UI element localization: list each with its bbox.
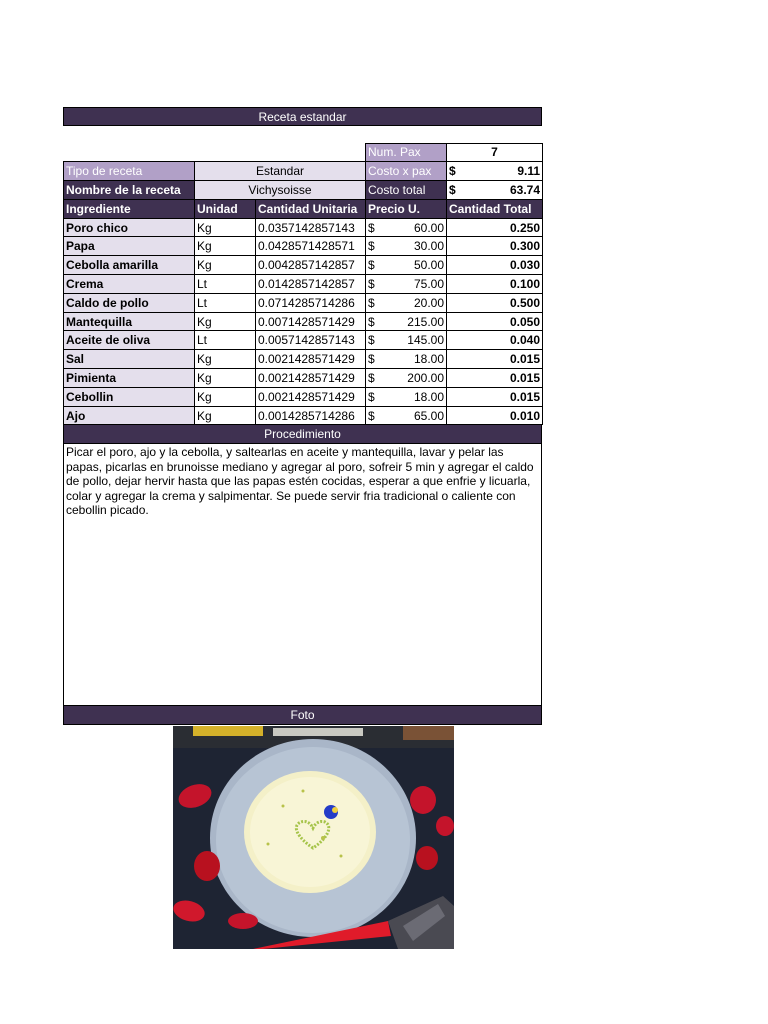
currency-sign: $ — [368, 239, 375, 254]
ingredient-name: Caldo de pollo — [64, 293, 195, 312]
ingredient-row — [64, 293, 543, 312]
pax-value: 7 — [447, 143, 543, 162]
ingredient-price-cell — [366, 237, 447, 256]
ingredient-price: 60.00 — [413, 220, 444, 235]
ingredient-price: 18.00 — [413, 352, 444, 367]
ingredient-price-cell — [366, 331, 447, 350]
col-ingrediente: Ingrediente — [64, 199, 195, 218]
procedure-text: Picar el poro, ajo y la cebolla, y saltearlas en aceite y mantequilla, lavar y pelar las papas, picarlas en brunoisse mediano y agregar al poro, sofreir 5 min y agregar el caldo de pollo, dejar hervir hasta que las papas estén cocidas, esperar a que enfrie y licuarla, colar y agregar la crema y salpimentar. Se puede servir fria tradicional o caliente con cebollin picado. — [63, 444, 542, 706]
ingredient-price: 20.00 — [413, 295, 444, 310]
ingredient-unit: Lt — [195, 293, 256, 312]
costo-total-label: Costo total — [366, 181, 447, 200]
currency-sign: $ — [368, 258, 375, 273]
ingredient-price: 75.00 — [413, 276, 444, 291]
ingredient-qty-total: 0.500 — [447, 293, 543, 312]
ingredient-row — [64, 256, 543, 275]
ingredient-price: 145.00 — [407, 333, 444, 348]
ingredient-unit: Kg — [195, 218, 256, 237]
ingredient-price-cell — [366, 256, 447, 275]
ingredient-row — [64, 387, 543, 406]
currency-sign: $ — [368, 333, 375, 348]
ingredient-qty-unit: 0.0071428571429 — [256, 312, 366, 331]
ingredient-name: Cebolla amarilla — [64, 256, 195, 275]
ingredient-qty-total: 0.010 — [447, 406, 543, 425]
column-header-row — [64, 199, 543, 218]
ingredient-price-cell — [366, 275, 447, 294]
ingredient-unit: Lt — [195, 275, 256, 294]
ingredient-unit: Kg — [195, 406, 256, 425]
ingredient-qty-unit: 0.0042857142857 — [256, 256, 366, 275]
ingredient-unit: Kg — [195, 350, 256, 369]
ingredient-qty-total: 0.015 — [447, 387, 543, 406]
nombre-receta-value: Vichysoisse — [195, 181, 366, 200]
ingredient-name: Papa — [64, 237, 195, 256]
col-cantidad-unitaria: Cantidad Unitaria — [256, 199, 366, 218]
photo-title: Foto — [63, 706, 542, 725]
ingredient-qty-unit: 0.0714285714286 — [256, 293, 366, 312]
ingredient-price: 18.00 — [413, 389, 444, 404]
tipo-receta-value: Estandar — [195, 162, 366, 181]
ingredient-price: 200.00 — [407, 370, 444, 385]
col-precio: Precio U. — [366, 199, 447, 218]
ingredient-row — [64, 218, 543, 237]
ingredient-qty-unit: 0.0357142857143 — [256, 218, 366, 237]
ingredient-price-cell — [366, 387, 447, 406]
ingredient-row — [64, 237, 543, 256]
ingredient-qty-total: 0.015 — [447, 369, 543, 388]
costo-total-value: 63.74 — [509, 182, 541, 197]
ingredient-qty-total: 0.300 — [447, 237, 543, 256]
currency-sign: $ — [368, 220, 375, 235]
currency-sign: $ — [368, 370, 375, 385]
ingredient-unit: Kg — [195, 237, 256, 256]
currency-sign: $ — [368, 408, 375, 423]
ingredient-price-cell — [366, 312, 447, 331]
ingredient-qty-total: 0.040 — [447, 331, 543, 350]
ingredient-price: 50.00 — [413, 258, 444, 273]
soup-image — [173, 726, 454, 949]
ingredient-name: Poro chico — [64, 218, 195, 237]
recipe-sheet — [63, 107, 542, 725]
dish-photo — [173, 726, 454, 949]
ingredient-row — [64, 312, 543, 331]
ingredient-row — [64, 369, 543, 388]
ingredient-qty-unit: 0.0057142857143 — [256, 331, 366, 350]
ingredient-qty-unit: 0.0142857142857 — [256, 275, 366, 294]
ingredient-unit: Kg — [195, 369, 256, 388]
ingredient-unit: Kg — [195, 256, 256, 275]
recipe-title: Receta estandar — [63, 107, 542, 126]
ingredient-qty-unit: 0.0021428571429 — [256, 350, 366, 369]
recipe-table — [63, 126, 543, 425]
ingredient-price-cell — [366, 350, 447, 369]
ingredient-unit: Kg — [195, 387, 256, 406]
ingredient-name: Crema — [64, 275, 195, 294]
currency-sign: $ — [368, 314, 375, 329]
currency-sign: $ — [368, 389, 375, 404]
currency-sign: $ — [368, 352, 375, 367]
costo-pax-label: Costo x pax — [366, 162, 447, 181]
ingredient-row — [64, 406, 543, 425]
costo-pax-value: 9.11 — [517, 164, 541, 179]
ingredient-price: 65.00 — [413, 408, 444, 423]
ingredient-name: Sal — [64, 350, 195, 369]
nombre-receta-label: Nombre de la receta — [64, 181, 195, 200]
ingredient-qty-unit: 0.0021428571429 — [256, 387, 366, 406]
ingredient-price-cell — [366, 293, 447, 312]
ingredient-qty-unit: 0.0014285714286 — [256, 406, 366, 425]
ingredient-qty-total: 0.100 — [447, 275, 543, 294]
ingredient-price-cell — [366, 406, 447, 425]
ingredient-unit: Kg — [195, 312, 256, 331]
currency-sign: $ — [368, 276, 375, 291]
ingredient-price: 30.00 — [413, 239, 444, 254]
ingredient-qty-unit: 0.0428571428571 — [256, 237, 366, 256]
ingredient-name: Aceite de oliva — [64, 331, 195, 350]
currency-sign: $ — [449, 182, 456, 197]
ingredient-qty-total: 0.030 — [447, 256, 543, 275]
ingredient-name: Pimienta — [64, 369, 195, 388]
ingredient-unit: Lt — [195, 331, 256, 350]
ingredient-name: Mantequilla — [64, 312, 195, 331]
ingredient-qty-total: 0.015 — [447, 350, 543, 369]
tipo-receta-label: Tipo de receta — [64, 162, 195, 181]
pax-label: Num. Pax — [366, 143, 447, 162]
currency-sign: $ — [449, 164, 456, 179]
ingredient-price-cell — [366, 369, 447, 388]
col-cantidad-total: Cantidad Total — [447, 199, 543, 218]
ingredient-qty-unit: 0.0021428571429 — [256, 369, 366, 388]
costo-total-cell — [447, 181, 543, 200]
ingredient-row — [64, 350, 543, 369]
ingredient-qty-total: 0.250 — [447, 218, 543, 237]
ingredient-price-cell — [366, 218, 447, 237]
ingredient-name: Ajo — [64, 406, 195, 425]
currency-sign: $ — [368, 295, 375, 310]
col-unidad: Unidad — [195, 199, 256, 218]
ingredient-price: 215.00 — [407, 314, 444, 329]
ingredient-row — [64, 275, 543, 294]
ingredient-qty-total: 0.050 — [447, 312, 543, 331]
ingredient-name: Cebollin — [64, 387, 195, 406]
costo-pax-cell — [447, 162, 543, 181]
procedure-title: Procedimiento — [63, 425, 542, 444]
ingredient-row — [64, 331, 543, 350]
